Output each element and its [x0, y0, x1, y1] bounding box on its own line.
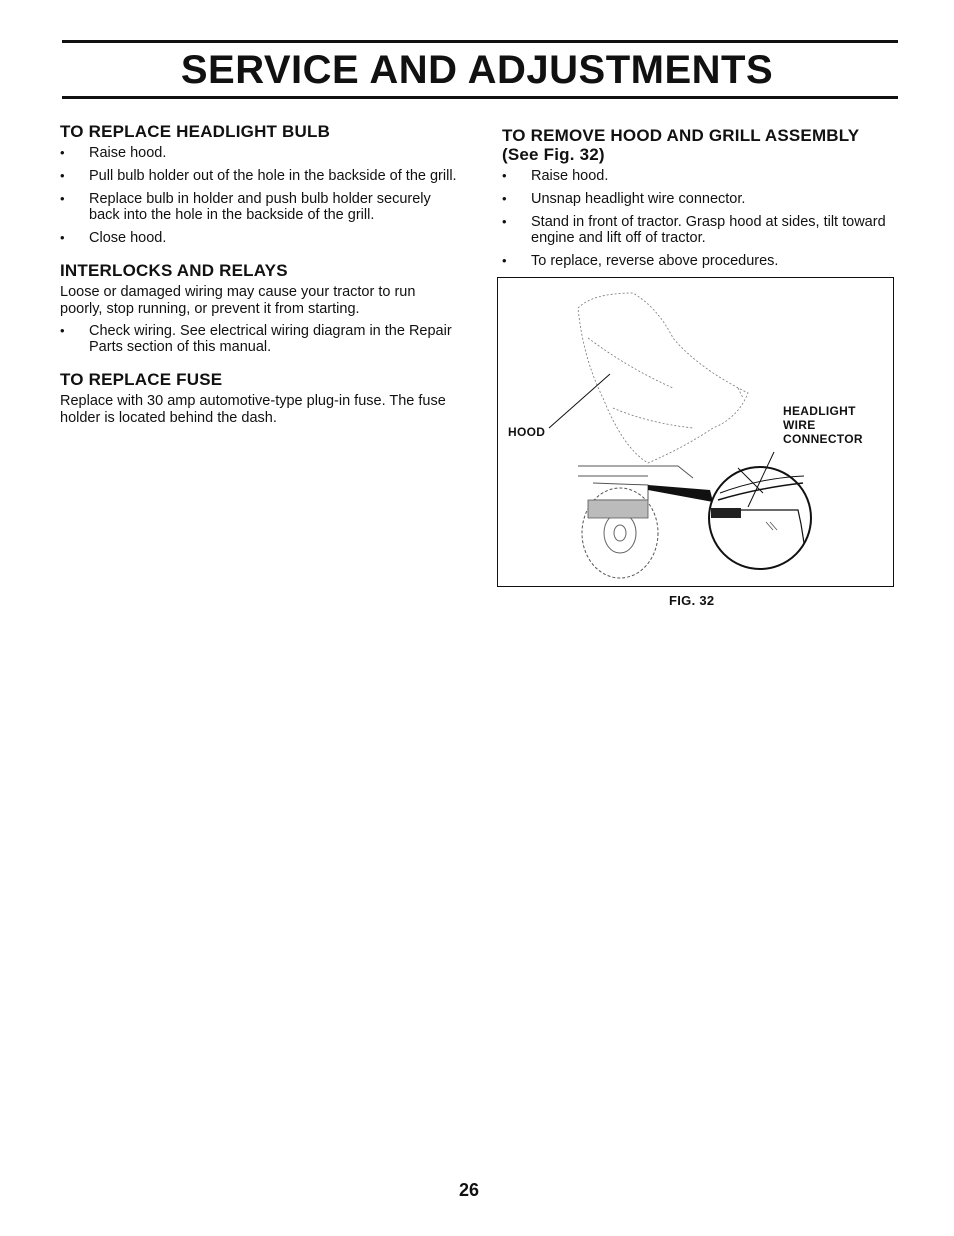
- list-item: • Close hood.: [60, 230, 460, 246]
- figure-caption: FIG. 32: [669, 593, 715, 608]
- hood-section: [502, 126, 900, 269]
- hood-heading-ref: (See Fig. 32): [502, 145, 605, 164]
- page-title: SERVICE AND ADJUSTMENTS: [180, 48, 774, 92]
- hood-drawing: [578, 293, 748, 463]
- wheel-drawing: [582, 488, 658, 578]
- magnifier-wedge: [648, 485, 713, 502]
- list-item: • Unsnap headlight wire connector.: [502, 191, 900, 207]
- list-item: • Stand in front of tractor. Grasp hood at sides, tilt toward engine and lift off of tractor.: [502, 214, 900, 246]
- connector-label-line3: CONNECTOR: [783, 432, 863, 446]
- hood-label: HOOD: [508, 425, 546, 439]
- headlight-heading: TO REPLACE HEADLIGHT BULB: [60, 122, 331, 141]
- hood-steps: [502, 168, 900, 269]
- bottom-rule: [62, 96, 898, 99]
- headlight-section: [60, 122, 460, 246]
- list-item: • To replace, reverse above procedures.: [502, 253, 900, 269]
- connector-label-line1: HEADLIGHT: [783, 404, 856, 418]
- list-item: • Replace bulb in holder and push bulb holder securely back into the hole in the backside of the grill.: [60, 191, 460, 223]
- interlocks-text: Loose or damaged wiring may cause your tractor to run poorly, stop running, or prevent it from starting.: [60, 284, 416, 317]
- fuse-section: [60, 370, 460, 427]
- connector-label-line2: WIRE: [783, 418, 816, 432]
- list-item: • Check wiring. See electrical wiring diagram in the Repair Parts section of this manual.: [60, 323, 460, 355]
- top-rule: [62, 40, 898, 43]
- interlocks-heading: INTERLOCKS AND RELAYS: [60, 261, 288, 280]
- fuse-heading: TO REPLACE FUSE: [60, 370, 223, 389]
- list-item: • Raise hood.: [60, 145, 460, 161]
- list-item: • Raise hood.: [502, 168, 900, 184]
- hood-heading: TO REMOVE HOOD AND GRILL ASSEMBLY: [502, 126, 860, 145]
- interlocks-steps: [60, 323, 460, 355]
- page-number: 26: [458, 1180, 480, 1200]
- right-column: [502, 126, 900, 276]
- fuse-text: Replace with 30 amp automotive-type plug-in fuse. The fuse holder is located behind the dash.: [60, 393, 446, 426]
- left-column: [60, 122, 460, 432]
- list-item: • Pull bulb holder out of the hole in the backside of the grill.: [60, 168, 460, 184]
- headlight-steps: [60, 145, 460, 246]
- interlocks-section: [60, 261, 460, 355]
